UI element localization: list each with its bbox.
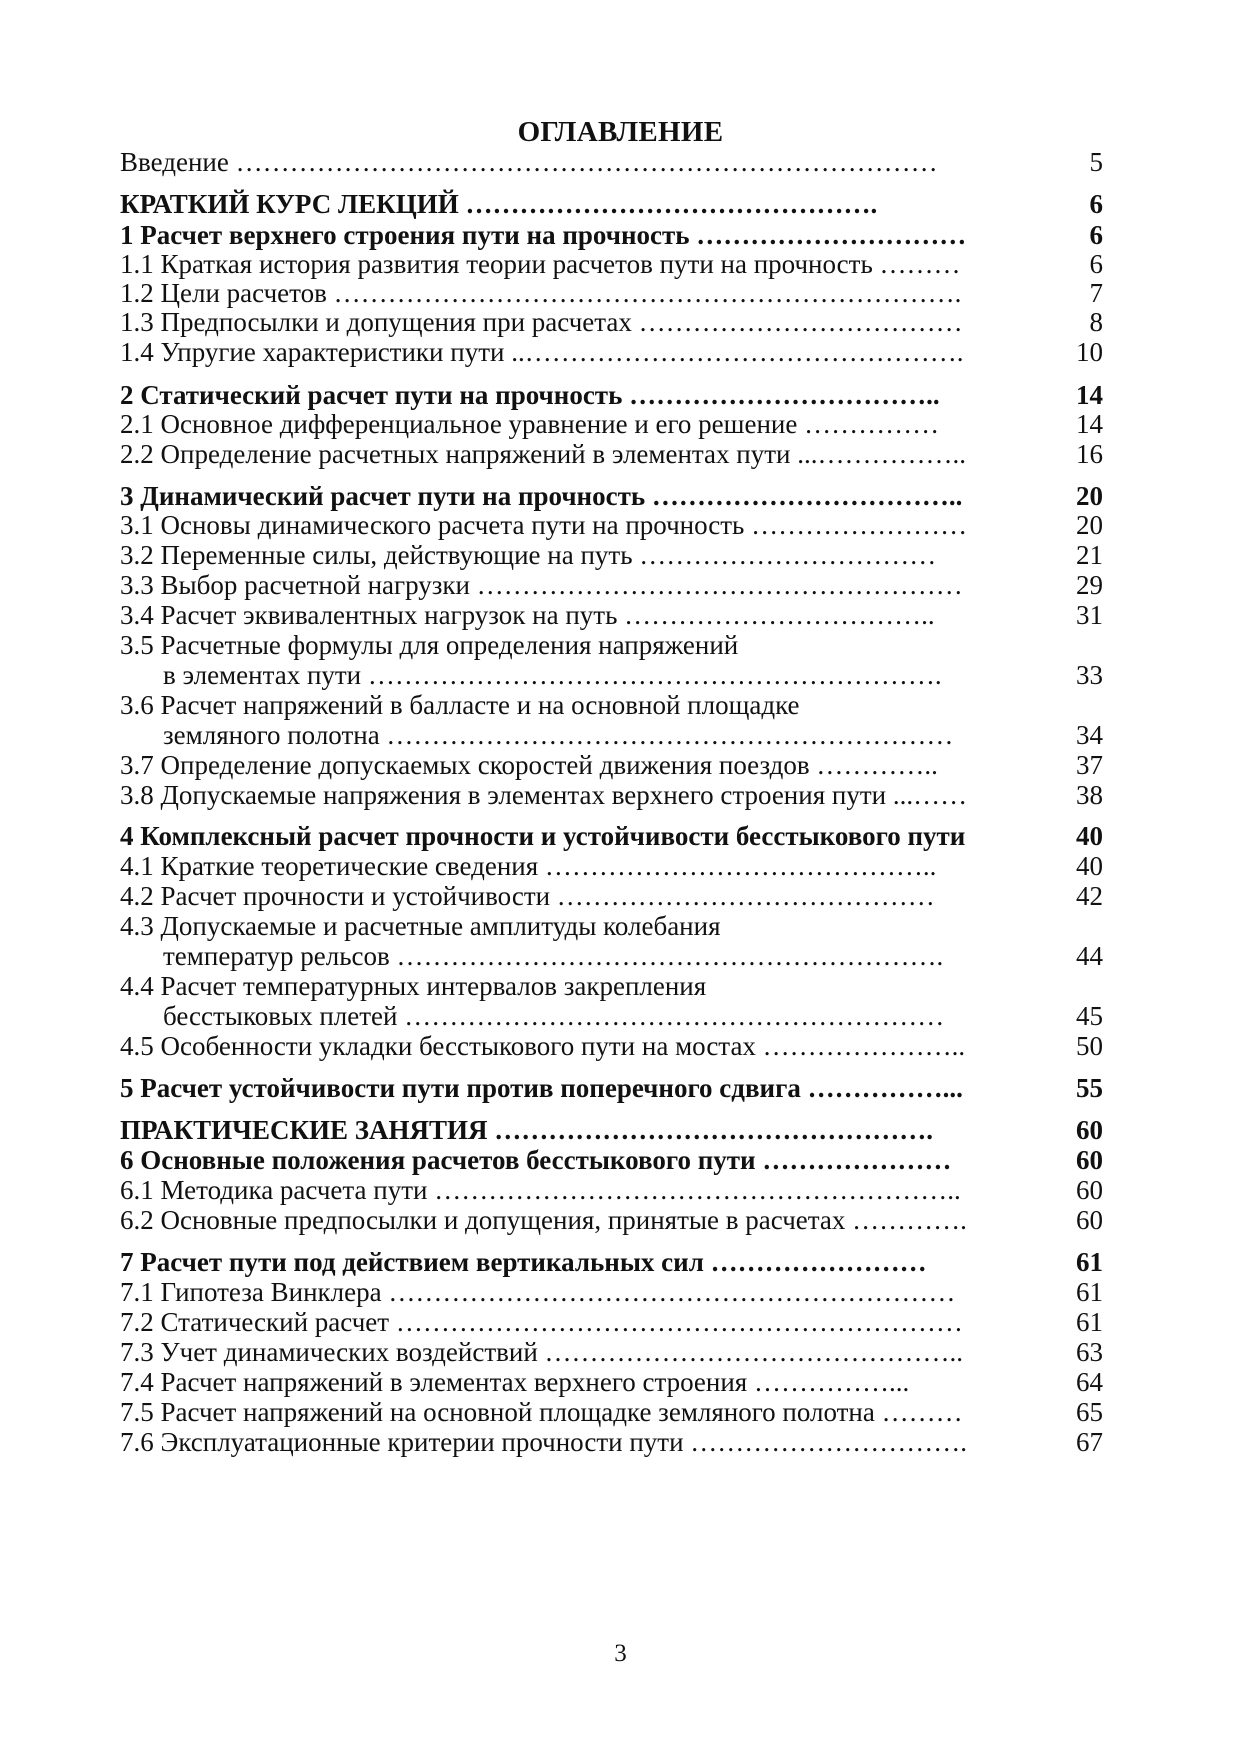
toc-entry-page: 61 (1076, 1277, 1103, 1307)
toc-entry-page: 33 (1076, 660, 1103, 690)
toc-entry (0, 939, 1241, 973)
toc-entry (0, 335, 1241, 369)
toc-entry-label: 1.4 Упругие характеристики пути ..…………………………………………. (120, 337, 964, 367)
toc-entry-label: 7.6 Эксплуатационные критерии прочности пути …………………………. (120, 1427, 968, 1457)
toc-entry-label: 6.1 Методика расчета пути ………………………………………………….. (120, 1175, 961, 1205)
toc-entry (0, 778, 1241, 812)
toc-entry-label: 4.2 Расчет прочности и устойчивости …………………………………… (120, 881, 935, 911)
toc-entry-page: 31 (1076, 600, 1103, 630)
toc-entry-page: 60 (1076, 1145, 1103, 1175)
toc-entry (0, 1245, 1241, 1279)
toc-entry (0, 849, 1241, 883)
toc-entry-page: 42 (1076, 881, 1103, 911)
toc-entry-label: Введение …………………………………………………………………… (120, 147, 938, 177)
toc-entry (0, 568, 1241, 602)
toc-entry (0, 145, 1241, 179)
toc-entry-page: 60 (1076, 1205, 1103, 1235)
toc-entry-label: 1 Расчет верхнего строения пути на прочность ………………………… (120, 220, 967, 250)
toc-entry-page: 63 (1076, 1337, 1103, 1367)
toc-entry-page: 55 (1076, 1073, 1103, 1103)
toc-entry-label: 3 Динамический расчет пути на прочность …………………………….. (120, 481, 963, 511)
toc-entry-label: 7.1 Гипотеза Винклера ……………………………………………………… (120, 1277, 956, 1307)
toc-entry-label: земляного полотна ……………………………………………………… (163, 720, 954, 750)
toc-entry-label: 7.3 Учет динамических воздействий ……………………………………….. (120, 1337, 964, 1367)
toc-entry-label: КРАТКИЙ КУРС ЛЕКЦИЙ ………………………………………. (120, 189, 878, 219)
toc-entry (0, 1365, 1241, 1399)
toc-entry-label: 3.3 Выбор расчетной нагрузки ……………………………………………… (120, 570, 963, 600)
toc-entry (0, 1305, 1241, 1339)
toc-entry-label: 4.5 Особенности укладки бесстыкового пути на мостах ………………….. (120, 1031, 966, 1061)
toc-entry-page: 21 (1076, 540, 1103, 570)
toc-entry-label: 3.5 Расчетные формулы для определения напряжений (120, 630, 739, 660)
toc-entry-page: 67 (1076, 1427, 1103, 1457)
toc-entry-page: 38 (1076, 780, 1103, 810)
toc-entry-label: 3.7 Определение допускаемых скоростей движения поездов ………….. (120, 750, 938, 780)
toc-entry-label: 7.4 Расчет напряжений в элементах верхнего строения ……………... (120, 1367, 910, 1397)
toc-entry-label: 3.4 Расчет эквивалентных нагрузок на путь …………………………….. (120, 600, 935, 630)
toc-entry-label: 4 Комплексный расчет прочности и устойчивости бесстыкового пути (120, 821, 966, 851)
toc-entry-page: 60 (1076, 1115, 1103, 1145)
toc-entry-label: ПРАКТИЧЕСКИЕ ЗАНЯТИЯ …………………………………………. (120, 1115, 934, 1145)
toc-entry-page: 29 (1076, 570, 1103, 600)
toc-entry-page: 61 (1076, 1247, 1103, 1277)
toc-entry-page: 6 (1089, 220, 1103, 250)
toc-entry-page: 10 (1076, 337, 1103, 367)
toc-entry-label: 7.5 Расчет напряжений на основной площадке земляного полотна ……… (120, 1397, 963, 1427)
toc-entry-page: 61 (1076, 1307, 1103, 1337)
toc-entry (0, 658, 1241, 692)
toc-entry-label: 2.2 Определение расчетных напряжений в элементах пути ...…………….. (120, 439, 966, 469)
toc-entry-page: 65 (1076, 1397, 1103, 1427)
toc-entry-label: 4.3 Допускаемые и расчетные амплитуды колебания (120, 911, 721, 941)
toc-entry-page: 44 (1076, 941, 1103, 971)
toc-entry (0, 1395, 1241, 1429)
toc-entry-page: 6 (1089, 189, 1103, 219)
toc-entry (0, 1143, 1241, 1177)
toc-entry-page: 14 (1076, 409, 1103, 439)
toc-entry (0, 598, 1241, 632)
toc-entry-page: 5 (1089, 147, 1103, 177)
toc-entry-label: 3.6 Расчет напряжений в балласте и на основной площадке (120, 690, 800, 720)
toc-entry-page: 64 (1076, 1367, 1103, 1397)
toc-entry (0, 688, 1241, 722)
toc-entry (0, 407, 1241, 441)
toc-entry-label: 1.3 Предпосылки и допущения при расчетах ……………………………… (120, 307, 963, 337)
toc-entry (0, 538, 1241, 572)
toc-entry (0, 1173, 1241, 1207)
toc-entry-page: 20 (1076, 481, 1103, 511)
toc-entry (0, 969, 1241, 1003)
page-number: 3 (614, 1640, 627, 1667)
toc-entry-label: 6.2 Основные предпосылки и допущения, принятые в расчетах …………. (120, 1205, 967, 1235)
toc-entry-page: 45 (1076, 1001, 1103, 1031)
toc-entry-page: 40 (1076, 851, 1103, 881)
toc-entry-label: температур рельсов ……………………………………………………. (163, 941, 944, 971)
toc-entry-page: 6 (1089, 249, 1103, 279)
toc-entry-label: в элементах пути ………………………………………………………. (163, 660, 942, 690)
toc-entry (0, 748, 1241, 782)
toc-entry-label: 2.1 Основное дифференциальное уравнение и его решение …………… (120, 409, 940, 439)
toc-entry-label: 7.2 Статический расчет ……………………………………………………… (120, 1307, 963, 1337)
toc-entry (0, 718, 1241, 752)
toc-entry (0, 628, 1241, 662)
toc-entry-page: 50 (1076, 1031, 1103, 1061)
toc-entry-label: бесстыковых плетей …………………………………………………… (163, 1001, 945, 1031)
toc-entry-label: 5 Расчет устойчивости пути против поперечного сдвига ……………... (120, 1073, 963, 1103)
toc-entry (0, 1425, 1241, 1459)
toc-entry (0, 1029, 1241, 1063)
toc-entry (0, 437, 1241, 471)
toc-entry-label: 4.1 Краткие теоретические сведения …………………………………….. (120, 851, 937, 881)
toc-entry-page: 40 (1076, 821, 1103, 851)
toc-entry-label: 4.4 Расчет температурных интервалов закрепления (120, 971, 707, 1001)
toc-entry (0, 1071, 1241, 1105)
toc-entry (0, 909, 1241, 943)
toc-entry (0, 999, 1241, 1033)
toc-entry (0, 508, 1241, 542)
toc-entry-label: 3.8 Допускаемые напряжения в элементах верхнего строения пути ...…… (120, 780, 968, 810)
toc-entry-label: 3.2 Переменные силы, действующие на путь …………………………… (120, 540, 937, 570)
toc-entry (0, 879, 1241, 913)
toc-entry (0, 1335, 1241, 1369)
toc-entry-label: 6 Основные положения расчетов бесстыкового пути ………………… (120, 1145, 952, 1175)
toc-entry-page: 8 (1089, 307, 1103, 337)
toc-entry-label: 3.1 Основы динамического расчета пути на прочность …………………… (120, 510, 968, 540)
toc-entry (0, 187, 1241, 221)
toc-entry-label: 1.2 Цели расчетов ……………………………………………………………. (120, 278, 962, 308)
toc-entry-page: 16 (1076, 439, 1103, 469)
toc-entry (0, 819, 1241, 853)
toc-entry-label: 7 Расчет пути под действием вертикальных сил …………………… (120, 1247, 927, 1277)
toc-entry-page: 20 (1076, 510, 1103, 540)
toc-entry (0, 1113, 1241, 1147)
toc-entry-label: 1.1 Краткая история развития теории расчетов пути на прочность ……… (120, 249, 961, 279)
toc-entry-page: 14 (1076, 380, 1103, 410)
page-title: ОГЛАВЛЕНИЕ (517, 116, 724, 148)
toc-entry (0, 305, 1241, 339)
toc-entry-page: 7 (1089, 278, 1103, 308)
toc-entry (0, 1275, 1241, 1309)
toc-entry-page: 34 (1076, 720, 1103, 750)
toc-entry-label: 2 Статический расчет пути на прочность …………………………….. (120, 380, 940, 410)
toc-entry-page: 60 (1076, 1175, 1103, 1205)
toc-entry (0, 1203, 1241, 1237)
toc-entry-page: 37 (1076, 750, 1103, 780)
